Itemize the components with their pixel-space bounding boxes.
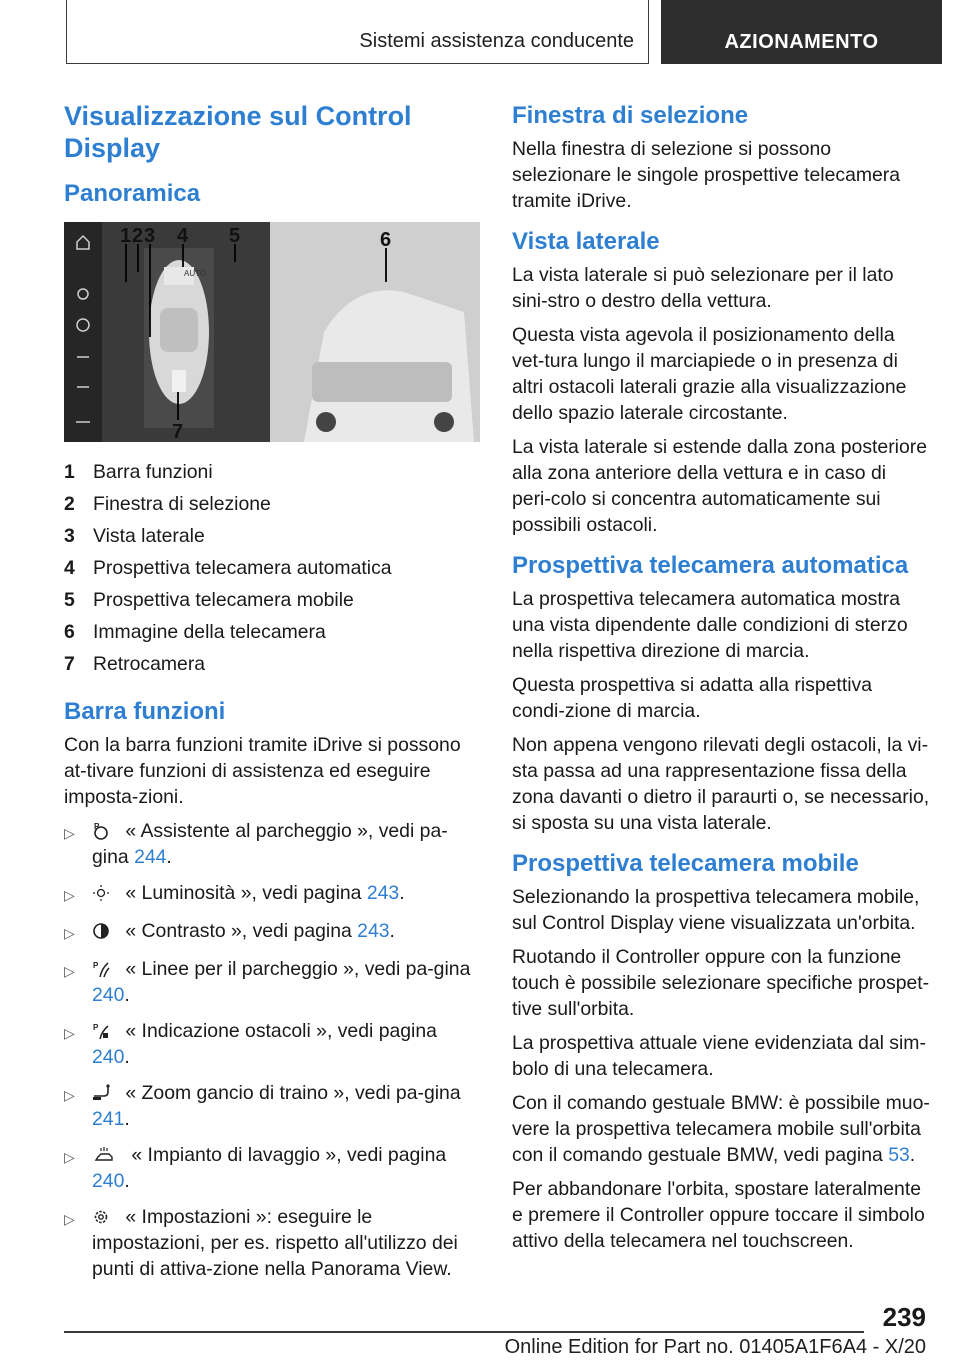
list-item: ▷ « Contrasto », vedi pagina 243. [64, 920, 395, 942]
settings-icon [92, 1208, 110, 1226]
auto-view-p3: Non appena vengono rilevati degli ostacoli, la vi-sta passa ad una rappresentazione fissa della zona davanti o dietro il paraurti o, se necessario, si sposta su una vista laterale. [512, 734, 930, 834]
page-link[interactable]: 241 [92, 1108, 125, 1130]
svg-text:1: 1 [120, 225, 132, 247]
svg-text:4: 4 [177, 225, 189, 247]
left-column [64, 100, 480, 1292]
car-wash-icon [92, 1146, 116, 1164]
legend-item: 6 Immagine della telecamera [64, 621, 326, 643]
page-link[interactable]: 243 [357, 920, 390, 942]
legend-item: 1 Barra funzioni [64, 461, 213, 483]
camera-display-figure [64, 222, 480, 442]
legend-item: 2 Finestra di selezione [64, 493, 271, 515]
svg-text:3: 3 [144, 225, 156, 247]
section-title: Sistemi assistenza conducente [359, 30, 634, 52]
list-item: ▷ P « Assistente al parcheggio », vedi pa-gina 244. [64, 820, 448, 868]
legend-item: 3 Vista laterale [64, 525, 205, 547]
list-item: ▷ P « Indicazione ostacoli », vedi pagina 240. [64, 1020, 437, 1068]
side-view-p2: Questa vista agevola il posizionamento della vet-tura lungo il marciapiede o in presenza di altri ostacoli laterali grazie alla visualizzazione dello spazio laterale circostante. [512, 324, 907, 424]
mobile-view-heading: Prospettiva telecamera mobile [512, 850, 859, 877]
list-item: ▷ P « Linee per il parcheggio », vedi pa-gina 240. [64, 958, 471, 1006]
auto-view-p2: Questa prospettiva si adatta alla rispettiva condi-zione di marcia. [512, 674, 872, 722]
list-item: ▷ « Zoom gancio di traino », vedi pa-gina 241. [64, 1082, 461, 1130]
parking-lines-icon [92, 960, 110, 978]
svg-text:P: P [94, 822, 100, 831]
page-link[interactable]: 243 [366, 882, 400, 904]
side-view-p1: La vista laterale si può selezionare per il lato sini-stro o destro della vettura. [512, 264, 894, 312]
obstacle-marking-icon [92, 1022, 110, 1040]
legend-item: 7 Retrocamera [64, 653, 206, 675]
page-link[interactable]: 53 [888, 1144, 910, 1166]
function-bar-text: Con la barra funzioni tramite iDrive si possono at-tivare funzioni di assistenza ed eseguire imposta-zioni. [64, 734, 461, 808]
footer-divider [64, 1331, 864, 1333]
mobile-view-p2: Ruotando il Controller oppure con la funzione touch è possibile selezionare specifiche prospet-tive sull'orbita. [512, 946, 930, 1020]
chapter-tab: AZIONAMENTO [661, 0, 942, 64]
side-view-heading: Vista laterale [512, 228, 660, 255]
auto-view-p1: La prospettiva telecamera automatica mostra una vista dipendente dalle condizioni di sterzo nella rispettiva direzione di marcia. [512, 588, 908, 662]
brightness-icon [92, 884, 110, 902]
mobile-view-p5: Per abbandonare l'orbita, spostare lateralmente e premere il Controller oppure toccare il simbolo attivo della telecamera nel touchscreen. [512, 1178, 925, 1252]
header-frame [66, 0, 649, 64]
figure-legend [64, 456, 480, 680]
function-bar-list [64, 818, 480, 1282]
parking-assistant-icon [92, 822, 110, 840]
mobile-view-p1: Selezionando la prospettiva telecamera mobile, sul Control Display viene visualizzata un'orbita. [512, 886, 920, 934]
page-link[interactable]: 240 [92, 984, 125, 1006]
svg-text:P: P [93, 1023, 99, 1032]
page-link[interactable]: 240 [92, 1046, 125, 1068]
side-view-p3: La vista laterale si estende dalla zona posteriore alla zona anteriore della vettura e in caso di peri-colo si concentra automaticamente sui possibili ostacoli. [512, 436, 927, 536]
legend-item: 5 Prospettiva telecamera mobile [64, 589, 354, 611]
svg-text:P: P [93, 961, 99, 970]
page-number: 239 [882, 1302, 926, 1332]
list-item: ▷ « Luminosità », vedi pagina 243. [64, 882, 405, 904]
right-column [512, 100, 930, 1262]
svg-text:6: 6 [380, 229, 392, 251]
selection-heading: Finestra di selezione [512, 102, 749, 129]
contrast-icon [92, 922, 110, 940]
mobile-view-p4: Con il comando gestuale BMW: è possibile muo-vere la prospettiva telecamera mobile sull'orbita con il comando gestuale BMW, vedi pagina 53. [512, 1092, 930, 1166]
svg-text:5: 5 [229, 225, 241, 247]
mobile-view-p3: La prospettiva attuale viene evidenziata dal sim-bolo di una telecamera. [512, 1032, 926, 1080]
svg-text:7: 7 [172, 421, 184, 442]
auto-view-heading: Prospettiva telecamera automatica [512, 552, 909, 579]
edition-note: Online Edition for Part no. 01405A1F6A4 - X/20 [504, 1336, 926, 1358]
function-bar-heading: Barra funzioni [64, 698, 226, 725]
page-link[interactable]: 244 [134, 846, 167, 868]
legend-item: 4 Prospettiva telecamera automatica [64, 557, 392, 579]
function-bar-graphic [64, 222, 102, 442]
svg-text:AUTO: AUTO [184, 269, 207, 278]
list-item: ▷ « Impianto di lavaggio », vedi pagina 240. [64, 1144, 447, 1192]
list-item: ▷ « Impostazioni »: eseguire le impostazioni, per es. rispetto all'utilizzo dei punti di attiva-zione nella Panorama View. [64, 1206, 458, 1280]
page-link[interactable]: 240 [92, 1170, 125, 1192]
overview-heading: Panoramica [64, 180, 201, 207]
trailer-hitch-icon [92, 1084, 110, 1102]
svg-text:2: 2 [132, 225, 144, 247]
selection-text: Nella finestra di selezione si possono selezionare le singole prospettive telecamera tramite iDrive. [512, 138, 901, 212]
page-title: Visualizzazione sul Control Display [64, 101, 412, 163]
